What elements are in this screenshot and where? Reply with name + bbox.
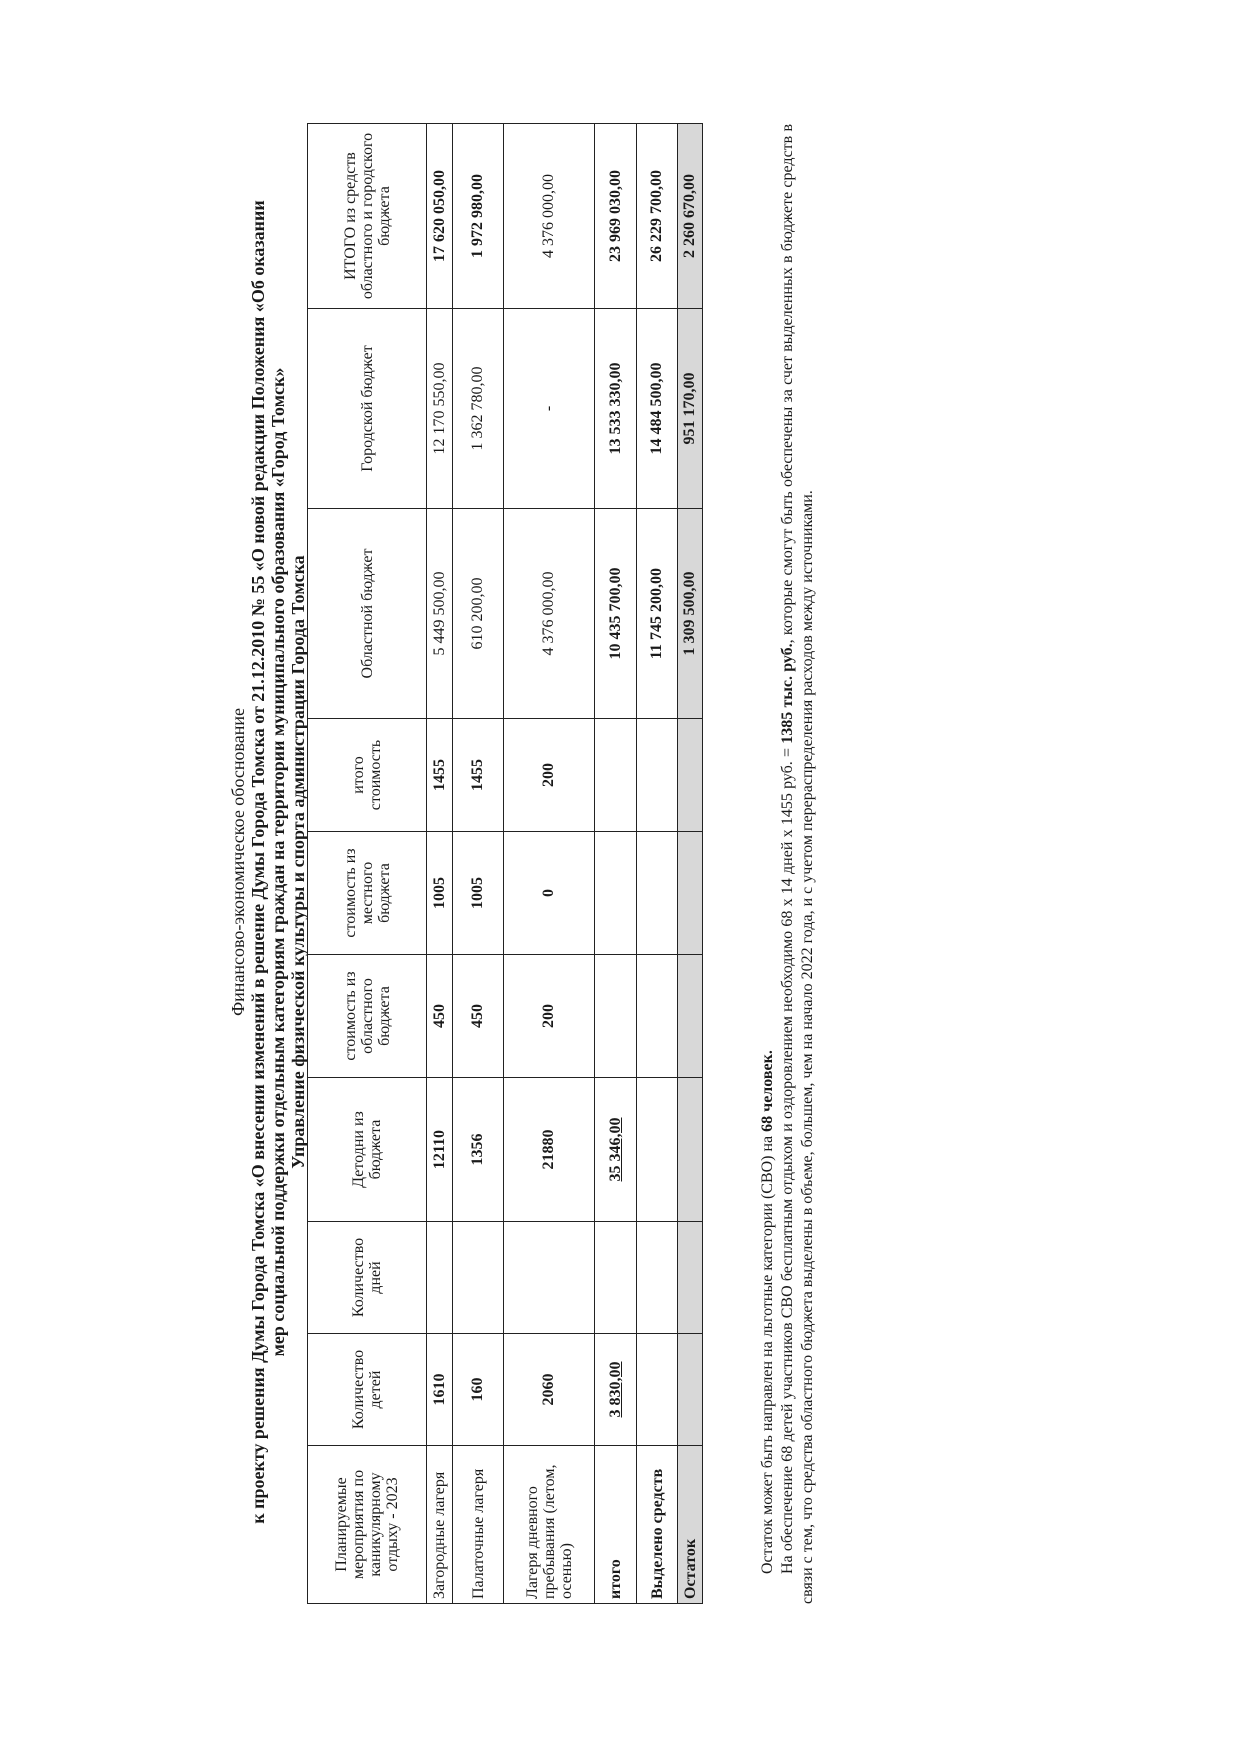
table-cell [595,719,637,832]
table-row [678,124,703,1604]
table-cell [427,1222,453,1334]
table-cell: 1005 [427,832,453,955]
table-cell [678,1222,703,1334]
table-cell: 13 533 330,00 [595,309,637,509]
table-cell: 0 [504,832,595,955]
table-cell: 450 [453,955,504,1078]
table-cell: 610 200,00 [453,509,504,719]
table-cell: Выделено средств [637,1446,678,1604]
table-cell [637,1222,678,1334]
table-cell: 23 969 030,00 [595,124,637,309]
table-cell: 12110 [427,1078,453,1222]
header-cell: Детодни из бюджета [308,1078,427,1222]
table-cell: 450 [427,955,453,1078]
note-text: , которые смогут быть обеспечены за счет выделенных в бюджете средств в связи с тем, что средства областного бюджета выделены в объеме, большем, чем на начало 2022 года, и с учетом перераспределения расходов между источниками. [779,123,816,1604]
table-cell: Остаток [678,1446,703,1604]
table-cell: 26 229 700,00 [637,124,678,309]
table-cell [595,1222,637,1334]
table-cell [678,832,703,955]
table-cell: Палаточные лагеря [453,1446,504,1604]
table-cell [678,1078,703,1222]
table-row [595,124,637,1604]
table-row [637,124,678,1604]
table-row [427,124,453,1604]
table-header-row [308,124,427,1604]
table-cell: 200 [504,955,595,1078]
note-paragraph [778,124,818,1604]
table-cell: 1 362 780,00 [453,309,504,509]
header-cell: ИТОГО из средств областного и городского бюджета [308,124,427,309]
header-cell: стоимость из местного бюджета [308,832,427,955]
table-cell [678,1334,703,1446]
rotated-page [228,82,928,1642]
header-cell: Планируемые мероприятия по каникулярному отдыху - 2023 [308,1446,427,1604]
header-cell: стоимость из областного бюджета [308,955,427,1078]
table-cell [453,1222,504,1334]
header-cell: Городской бюджет [308,309,427,509]
table-cell: 4 376 000,00 [504,509,595,719]
table-cell: 11 745 200,00 [637,509,678,719]
note-bold: 1385 тыс. руб. [779,643,796,744]
table-cell: 3 830,00 [595,1334,637,1446]
table-cell: - [504,309,595,509]
table-cell [637,832,678,955]
title-line-2: к проекту решения Думы Города Томска «О внесении изменений в решение Думы Города Томска от 21.12.2010 № 55 «О новой редакции Положения «Об оказании [248,200,268,1524]
note-bold: 68 человек. [759,1050,776,1132]
table-cell: итого [595,1446,637,1604]
table-cell [637,719,678,832]
table-cell: 17 620 050,00 [427,124,453,309]
title-line-1: Финансово-экономическое обоснование [228,707,248,1017]
table-cell: 14 484 500,00 [637,309,678,509]
table-cell [637,1078,678,1222]
table-cell: 200 [504,719,595,832]
note-line-1 [758,124,778,1604]
table-row [504,124,595,1604]
table-cell [637,1334,678,1446]
table-cell: Лагеря дневного пребывания (летом, осенью) [504,1446,595,1604]
table-cell: 2 260 670,00 [678,124,703,309]
table-cell: 12 170 550,00 [427,309,453,509]
table-cell: 1610 [427,1334,453,1446]
table-cell [637,955,678,1078]
table-cell: 951 170,00 [678,309,703,509]
table-cell: 35 346,00 [595,1078,637,1222]
table-cell: 21880 [504,1078,595,1222]
table-cell [678,955,703,1078]
table-cell: 1 309 500,00 [678,509,703,719]
title-line-4: Управление физической культуры и спорта администрации Города Томска [288,555,308,1169]
table-row [453,124,504,1604]
table-cell: 1005 [453,832,504,955]
table-cell: 1455 [427,719,453,832]
table-cell: 2060 [504,1334,595,1446]
table-cell [595,955,637,1078]
document-title [228,82,308,1642]
note-text: Остаток может быть направлен на льготные категории (СВО) на [759,1131,776,1574]
header-cell: итого стоимость [308,719,427,832]
table-cell: 1455 [453,719,504,832]
note-text: На обеспечение 68 детей участников СВО бесплатным отдыхом и оздоровлением необходимо 68 х 14 дней х 1455 руб. = [779,743,796,1574]
header-cell: Количество детей [308,1334,427,1446]
finance-table [307,123,703,1604]
header-cell: Областной бюджет [308,509,427,719]
table-cell: 10 435 700,00 [595,509,637,719]
table-cell [678,719,703,832]
header-cell: Количество дней [308,1222,427,1334]
table-cell: 1356 [453,1078,504,1222]
table-cell: 1 972 980,00 [453,124,504,309]
notes [758,124,818,1604]
table-cell: Загородные лагеря [427,1446,453,1604]
table-cell [595,832,637,955]
title-line-3: мер социальной поддержки отдельным категориям граждан на территории муниципального образования «Город Томск» [268,367,288,1357]
table-cell: 160 [453,1334,504,1446]
table-cell: 5 449 500,00 [427,509,453,719]
table-cell [504,1222,595,1334]
table-cell: 4 376 000,00 [504,124,595,309]
